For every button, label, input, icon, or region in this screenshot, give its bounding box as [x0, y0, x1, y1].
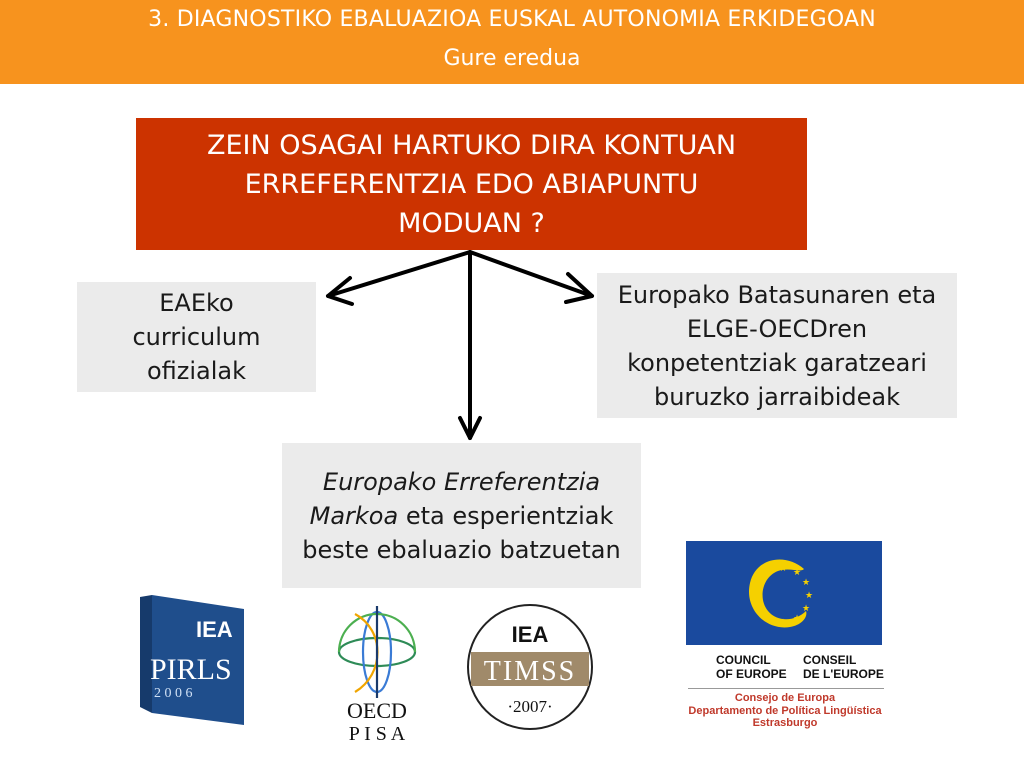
box-curriculum [77, 282, 316, 392]
question-box [136, 118, 807, 250]
box-eu-oecd-text: Europako Batasunaren eta ELGE-OECDren konpetentziak garatzeari buruzko jarraibideak [617, 280, 937, 411]
timss-logo-iea: IEA [511, 622, 549, 647]
timss-logo-year: ·2007· [507, 697, 553, 716]
oecd-logo-line2: P I S A [348, 723, 406, 742]
box-eu-oecd [597, 273, 957, 418]
coe-divider [688, 688, 884, 689]
slide-subtitle: Gure eredua [443, 46, 581, 71]
pirls-logo-year: 2 0 0 6 [154, 686, 193, 701]
pirls-logo [140, 595, 246, 725]
coe-es-line3: Estrasburgo [752, 717, 818, 729]
svg-text:★: ★ [793, 568, 802, 578]
svg-text:★: ★ [802, 578, 811, 588]
coe-fr-line1: CONSEIL [803, 653, 857, 667]
arrow-down-head [460, 418, 480, 438]
arrow-right [470, 252, 592, 296]
svg-text:★: ★ [779, 618, 788, 628]
svg-text:★: ★ [779, 564, 788, 574]
svg-text:★: ★ [753, 591, 762, 601]
slide-header [0, 0, 1024, 84]
box-european-framework-text [292, 465, 632, 567]
svg-text:★: ★ [805, 591, 814, 601]
slide-title: 3. DIAGNOSTIKO EBALUAZIOA EUSKAL AUTONOMIA ERKIDEGOAN [148, 7, 876, 32]
coe-fr-line2: DE L'EUROPE [803, 667, 884, 681]
question-text: ZEIN OSAGAI HARTUKO DIRA KONTUAN ERREFERENTZIA EDO ABIAPUNTU MODUAN ? [206, 129, 737, 239]
box-curriculum-text: EAEko curriculum ofizialak [132, 289, 261, 385]
arrow-left-head [328, 278, 352, 304]
coe-es-line2: Departamento de Política Lingüística [688, 704, 882, 717]
council-of-europe-flag [686, 541, 882, 645]
framework-name: Europako Erreferentzia Markoa [309, 467, 601, 530]
svg-text:★: ★ [756, 578, 765, 588]
coe-spanish-caption [680, 692, 890, 730]
box-european-framework [282, 443, 641, 588]
timss-logo [465, 600, 595, 735]
svg-text:★: ★ [793, 614, 802, 624]
svg-text:★: ★ [765, 614, 774, 624]
arrow-left [328, 252, 470, 296]
pirls-logo-name: PIRLS [150, 653, 232, 686]
arrow-right-head [566, 274, 592, 302]
svg-text:★: ★ [765, 568, 774, 578]
framework-rest: eta esperientziak beste ebaluazio batzuetan [302, 501, 621, 564]
oecd-pisa-logo [325, 600, 430, 742]
coe-en-line2: OF EUROPE [716, 667, 787, 681]
svg-text:★: ★ [756, 604, 765, 614]
coe-es-line1: Consejo de Europa [734, 692, 836, 704]
svg-text:★: ★ [802, 604, 811, 614]
timss-logo-name: TIMSS [483, 656, 577, 687]
oecd-logo-line1: OECD [347, 698, 407, 723]
pirls-logo-iea: IEA [196, 617, 233, 642]
council-of-europe-logo [680, 538, 890, 733]
coe-en-line1: COUNCIL [716, 653, 771, 667]
